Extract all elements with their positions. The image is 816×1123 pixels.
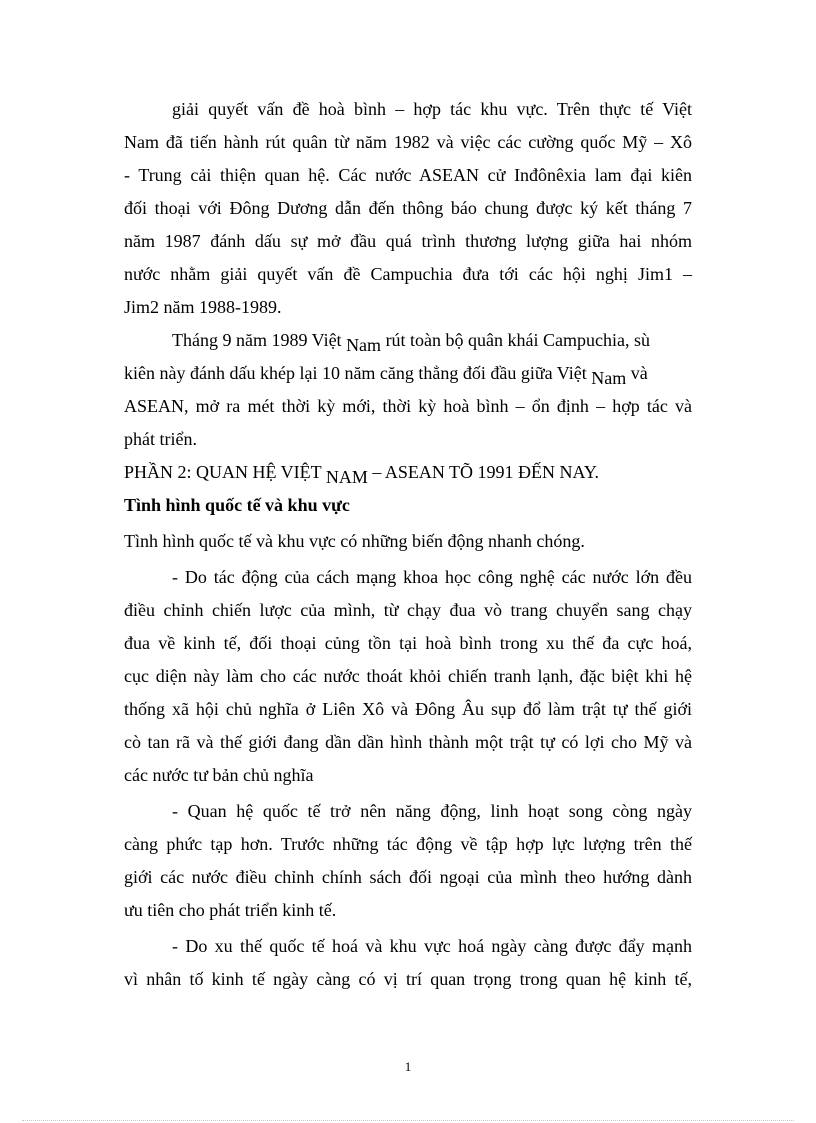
subscript-nam: NAM [325,467,368,487]
text-line: ASEAN, mở ra mét thời kỳ mới, thời kỳ hoà bình – ổn định – hợp tác và [124,396,692,416]
subscript-nam: Nam [346,335,382,355]
text-line: đối thoại với Đông Dương dẫn đến thông báo chung được ký kết tháng 7 [124,198,692,218]
text-line: điều chỉnh chiến lược của mình, từ chạy đua vò trang chuyển sang chạy [124,600,692,620]
page-number: 1 [404,1059,412,1074]
subscript-nam: Nam [591,368,627,388]
text-line: cò tan rã và thế giới đang dần dần hình thành một trật tự có lợi cho Mỹ và [124,732,692,752]
text-line: - Do xu thế quốc tế hoá và khu vực hoá ngày càng được đẩy mạnh [172,936,692,956]
text-line: đua về kinh tế, đối thoại củng tồn tại hoà bình trong xu thế đa cực hoá, [124,633,692,653]
text-line: ưu tiên cho phát triển kinh tế. [124,900,337,920]
text-line: - Quan hệ quốc tế trở nên năng động, linh hoạt song còng ngày [172,801,692,821]
text-line: càng phức tạp hơn. Trước những tác động về tập hợp lực lượng trên thế [124,834,692,854]
text-line [172,329,651,355]
intro-line: Tình hình quốc tế và khu vực có những biến động nhanh chóng. [124,531,585,551]
text-line [124,362,648,388]
text-fragment: và [630,363,648,383]
text-line: Jim2 năm 1988-1989. [124,297,282,317]
text-line: nước nhằm giải quyết vấn đề Campuchia đưa tới các hội nghị Jim1 – [124,264,692,284]
text-line: Nam đã tiến hành rút quân từ năm 1982 và việc các cường quốc Mỹ – Xô [124,132,692,152]
text-line: - Trung cải thiện quan hệ. Các nước ASEAN cử Inđônêxia lam đại kiên [124,165,692,185]
text-fragment: PHẦN 2: QUAN HỆ VIỆT [124,462,322,482]
text-fragment: – ASEAN TÕ 1991 ĐẾN NAY. [372,462,600,482]
text-line: giải quyết vấn đề hoà bình – hợp tác khu vực. Trên thực tế Việt [172,99,692,119]
section-heading [124,461,600,487]
text-fragment: kiên này đánh dấu khép lại 10 năm căng thẳng đối đầu giữa Việt [124,363,587,383]
text-line: các nước tư bản chủ nghĩa [124,765,314,785]
text-line: - Do tác động của cách mạng khoa học công nghệ các nước lớn đều [172,567,692,587]
subheading: Tình hình quốc tế và khu vực [124,495,350,515]
text-fragment: rút toàn bộ quân khái Campuchia, sù [385,330,651,350]
text-line: năm 1987 đánh dấu sự mở đầu quá trình thương lượng giữa hai nhóm [124,231,692,251]
text-line: giới các nước điều chỉnh chính sách đối ngoại của mình theo hướng dành [124,867,692,887]
text-line: cục diện này làm cho các nước thoát khỏi chiến tranh lạnh, đặc biệt khi hệ [124,666,692,686]
text-line: vì nhân tố kinh tế ngày càng có vị trí quan trọng trong quan hệ kinh tế, [124,969,692,989]
text-fragment: Tháng 9 năm 1989 Việt [172,330,342,350]
page-bottom-divider [22,1120,794,1121]
text-line: phát triển. [124,429,197,449]
text-line: thống xã hội chủ nghĩa ở Liên Xô và Đông Âu sụp đổ làm trật tự thế giới [124,699,692,719]
